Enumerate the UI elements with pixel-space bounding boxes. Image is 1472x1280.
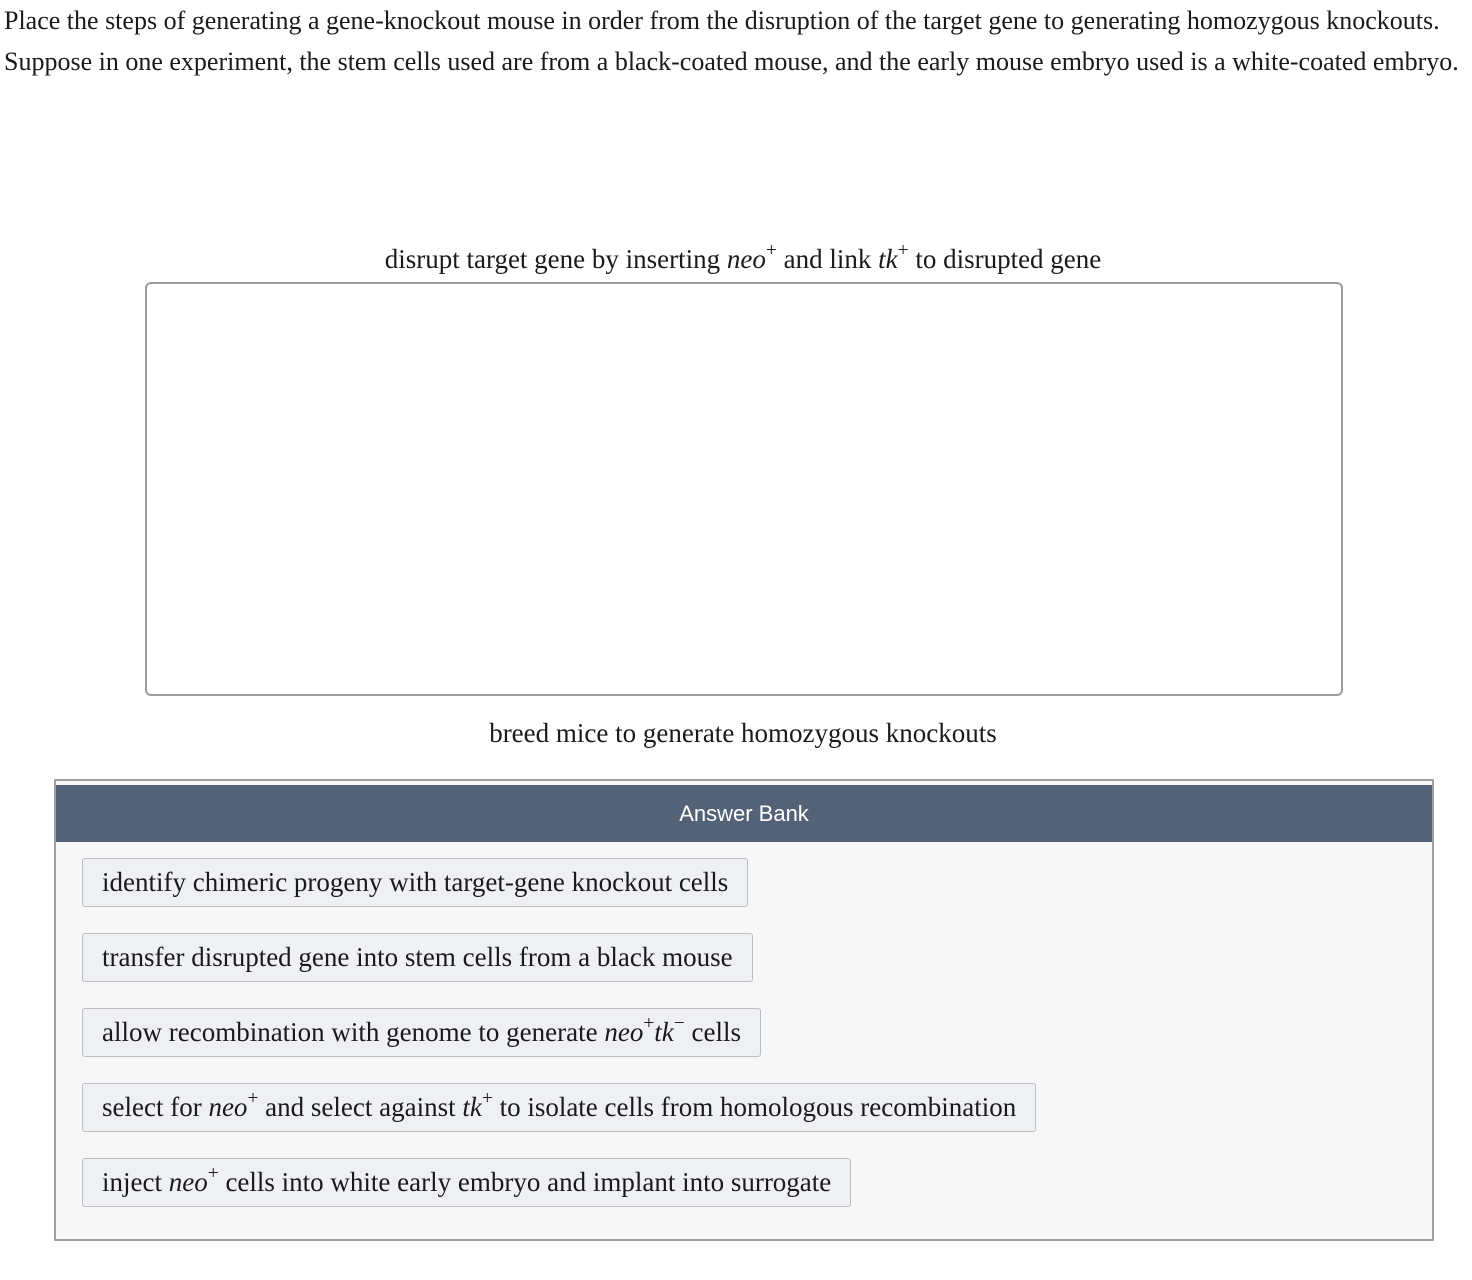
first-step-label bbox=[0, 242, 1472, 276]
chip-text: inject bbox=[102, 1167, 169, 1197]
gene-neo: neo bbox=[168, 1167, 208, 1197]
chip-text: cells into white early embryo and implant into surrogate bbox=[218, 1167, 832, 1197]
answer-chip-inject-neo-cells[interactable] bbox=[82, 1158, 851, 1207]
first-step-text-2: and link bbox=[776, 244, 879, 274]
chip-text: identify chimeric progeny with target-gene knockout cells bbox=[102, 867, 729, 897]
answer-chip-identify-chimeric-progeny[interactable] bbox=[82, 858, 748, 907]
gene-neo: neo bbox=[726, 244, 766, 274]
sequence-drop-zone[interactable] bbox=[145, 282, 1343, 696]
gene-superscript: + bbox=[765, 240, 777, 262]
gene-neo: neo bbox=[208, 1092, 248, 1122]
answer-chip-select-for-neo[interactable] bbox=[82, 1083, 1036, 1132]
gene-superscript: + bbox=[897, 240, 909, 262]
chip-text: cells bbox=[684, 1017, 741, 1047]
question-prompt: Place the steps of generating a gene-knockout mouse in order from the disruption of the target gene to generating homozygous knockouts. Suppose in one experiment, the stem cells used are from a black-coated mouse, and the early mouse embryo used is a white-coated embryo. bbox=[4, 6, 1459, 76]
chip-text: select for bbox=[102, 1092, 209, 1122]
gene-tk: tk bbox=[878, 244, 898, 274]
chip-text: to isolate cells from homologous recombination bbox=[492, 1092, 1017, 1122]
gene-superscript: + bbox=[247, 1088, 259, 1110]
answer-chip-allow-recombination[interactable] bbox=[82, 1008, 761, 1057]
chip-text: transfer disrupted gene into stem cells from a black mouse bbox=[102, 942, 733, 972]
gene-superscript: + bbox=[207, 1163, 219, 1185]
chip-text: allow recombination with genome to generate bbox=[102, 1017, 605, 1047]
answer-bank-items bbox=[56, 842, 1432, 1207]
gene-tk: tk bbox=[462, 1092, 482, 1122]
chip-text: and select against bbox=[258, 1092, 463, 1122]
last-step-label: breed mice to generate homozygous knockouts bbox=[489, 718, 997, 748]
first-step-text-3: to disrupted gene bbox=[908, 244, 1102, 274]
answer-bank-title: Answer Bank bbox=[56, 785, 1432, 842]
answer-bank bbox=[54, 779, 1434, 1241]
gene-superscript: + bbox=[643, 1013, 655, 1035]
gene-superscript: + bbox=[481, 1088, 493, 1110]
gene-superscript: − bbox=[673, 1013, 685, 1035]
gene-neo: neo bbox=[604, 1017, 644, 1047]
answer-chip-transfer-disrupted-gene[interactable] bbox=[82, 933, 753, 982]
first-step-text-1: disrupt target gene by inserting bbox=[384, 244, 727, 274]
gene-tk: tk bbox=[654, 1017, 674, 1047]
